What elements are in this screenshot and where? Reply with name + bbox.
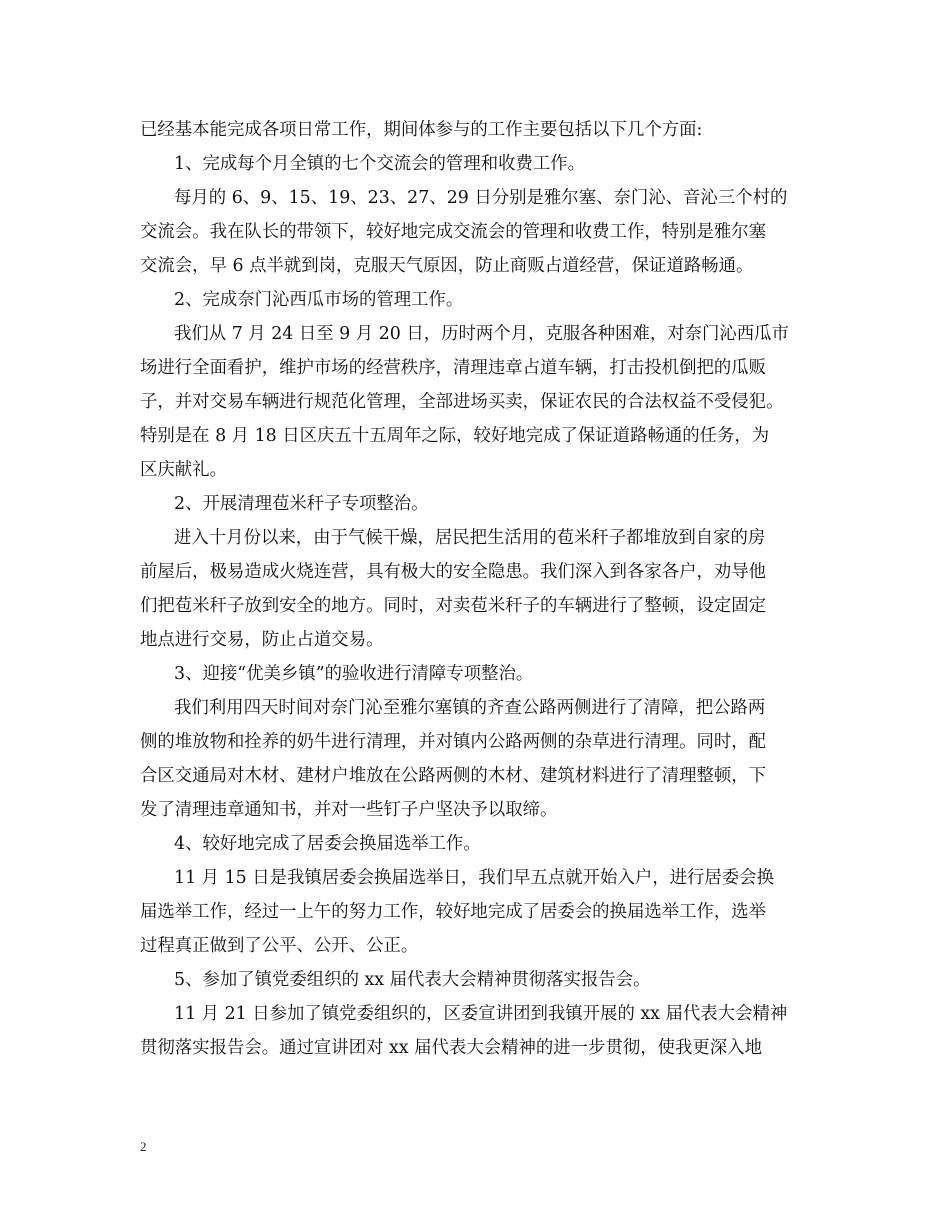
text-line: 特别是在 8 月 18 日区庆五十五周年之际，较好地完成了保证道路畅通的任务，为 <box>140 426 770 446</box>
text-line: 已经基本能完成各项日常工作，期间体参与的工作主要包括以下几个方面: <box>140 120 703 140</box>
text-line: 侧的堆放物和拴养的奶牛进行清理，并对镇内公路两侧的杂草进行清理。同时，配 <box>140 732 767 752</box>
text-line: 合区交通局对木材、建材户堆放在公路两侧的木材、建筑材料进行了清理整顿，下 <box>140 766 767 786</box>
section-heading: 1、完成每个月全镇的七个交流会的管理和收费工作。 <box>174 154 586 174</box>
text-line: 交流会。我在队长的带领下，较好地完成交流会的管理和收费工作，特别是雅尔塞 <box>140 222 767 242</box>
text-line: 11 月 15 日是我镇居委会换届选举日，我们早五点就开始入户，进行居委会换 <box>174 868 774 888</box>
text-line: 贯彻落实报告会。通过宣讲团对 xx 届代表大会精神的进一步贯彻，使我更深入地 <box>140 1038 762 1058</box>
text-line: 区庆献礼。 <box>140 460 227 480</box>
text-line: 子，并对交易车辆进行规范化管理，全部进场买卖，保证农民的合法权益不受侵犯。 <box>140 392 784 412</box>
page-number: 2 <box>140 1139 147 1154</box>
text-line: 每月的 6、9、15、19、23、27、29 日分别是雅尔塞、奈门沁、音沁三个村的 <box>174 188 788 208</box>
text-line: 交流会，早 6 点半就到岗，克服天气原因，防止商贩占道经营，保证道路畅通。 <box>140 256 754 276</box>
text-line: 前屋后，极易造成火烧连营，具有极大的安全隐患。我们深入到各家各户，劝导他 <box>140 562 767 582</box>
section-heading: 5、参加了镇党委组织的 xx 届代表大会精神贯彻落实报告会。 <box>174 970 651 990</box>
text-line: 进入十月份以来，由于气候干燥，居民把生活用的苞米秆子都堆放到自家的房 <box>174 528 766 548</box>
text-line: 我们从 7 月 24 日至 9 月 20 日，历时两个月，克服各种困难，对奈门沁西瓜市 <box>174 324 789 344</box>
section-heading: 4、较好地完成了居委会换届选举工作。 <box>174 834 481 854</box>
text-line: 地点进行交易，防止占道交易。 <box>140 630 384 650</box>
text-line: 发了清理违章通知书，并对一些钉子户坚决予以取缔。 <box>140 800 558 820</box>
text-line: 们把苞米秆子放到安全的地方。同时，对卖苞米秆子的车辆进行了整顿，设定固定 <box>140 596 767 616</box>
section-heading: 2、开展清理苞米秆子专项整治。 <box>174 494 429 514</box>
text-line: 场进行全面看护，维护市场的经营秩序，清理违章占道车辆，打击投机倒把的瓜贩 <box>140 358 767 378</box>
section-heading: 2、完成奈门沁西瓜市场的管理工作。 <box>174 290 464 310</box>
section-heading: 3、迎接“优美乡镇”的验收进行清障专项整治。 <box>174 664 534 684</box>
text-line: 11 月 21 日参加了镇党委组织的，区委宣讲团到我镇开展的 xx 届代表大会精神 <box>174 1004 788 1024</box>
text-line: 届选举工作，经过一上午的努力工作，较好地完成了居委会的换届选举工作，选举 <box>140 902 767 922</box>
text-line: 过程真正做到了公平、公开、公正。 <box>140 936 419 956</box>
text-line: 我们利用四天时间对奈门沁至雅尔塞镇的齐查公路两侧进行了清障，把公路两 <box>174 698 766 718</box>
